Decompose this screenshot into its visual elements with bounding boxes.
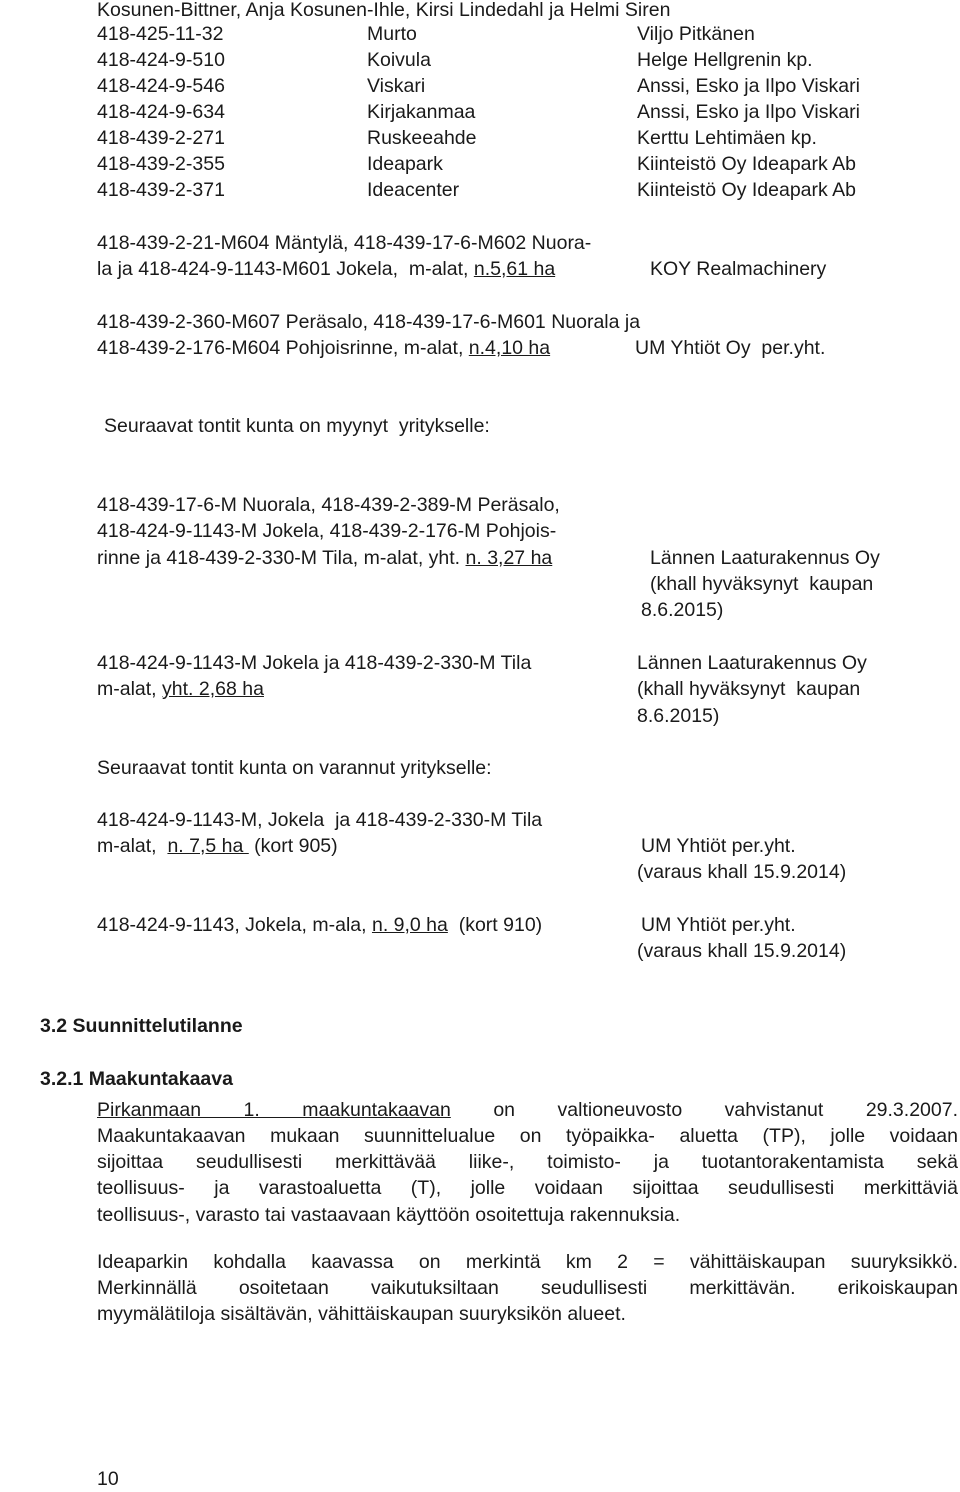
sold-lot-description: 418-439-17-6-M Nuorala, 418-439-2-389-M Peräsalo, bbox=[97, 494, 560, 516]
lot-text: (kort 905) bbox=[248, 835, 338, 857]
property-owner: Helge Hellgrenin kp. bbox=[637, 49, 813, 71]
lot-description bbox=[97, 335, 550, 361]
property-owner: Anssi, Esko ja Ilpo Viskari bbox=[637, 101, 860, 123]
reservation-holder: UM Yhtiöt per.yht. bbox=[641, 835, 796, 857]
property-owner: Kiinteistö Oy Ideapark Ab bbox=[637, 179, 856, 201]
lot-area: n. 9,0 ha bbox=[371, 914, 448, 936]
lot-text: (kort 910) bbox=[447, 914, 543, 936]
paragraph-text: on valtioneuvosto vahvistanut 29.3.2007. bbox=[450, 1099, 958, 1121]
lot-owner: UM Yhtiöt Oy per.yht. bbox=[635, 337, 826, 359]
lot-text: m-alat, bbox=[97, 835, 168, 857]
property-owner: Anssi, Esko ja Ilpo Viskari bbox=[637, 75, 860, 97]
sold-lot-description: 418-424-9-1143-M Jokela ja 418-439-2-330-M Tila bbox=[97, 652, 532, 674]
buyer-note: (khall hyväksynyt kaupan bbox=[637, 678, 861, 700]
buyer-note: (khall hyväksynyt kaupan bbox=[650, 573, 874, 595]
reserved-lot-description bbox=[97, 833, 338, 859]
property-id: 418-439-2-355 bbox=[97, 153, 225, 175]
property-name: Viskari bbox=[367, 75, 426, 97]
paragraph-line: Maakuntakaavan mukaan suunnittelualue on työpaikka- aluetta (TP), jolle voidaan bbox=[97, 1125, 958, 1147]
property-id: 418-424-9-634 bbox=[97, 101, 225, 123]
property-name: Ideacenter bbox=[367, 179, 460, 201]
property-id: 418-424-9-510 bbox=[97, 49, 225, 71]
subsection-heading: 3.2.1 Maakuntakaava bbox=[40, 1068, 233, 1090]
lot-description: 418-439-2-21-M604 Mäntylä, 418-439-17-6-M602 Nuora- bbox=[97, 232, 592, 254]
paragraph-line: Ideaparkin kohdalla kaavassa on merkintä km 2 = vähittäiskaupan suuryksikkö. bbox=[97, 1251, 958, 1273]
lot-owner: KOY Realmachinery bbox=[650, 258, 827, 280]
lot-area: n. 7,5 ha bbox=[167, 835, 249, 857]
lot-area: n.4,10 ha bbox=[468, 337, 551, 359]
sold-lot-description: 418-424-9-1143-M Jokela, 418-439-2-176-M Pohjois- bbox=[97, 520, 557, 542]
lot-description: 418-439-2-360-M607 Peräsalo, 418-439-17-6-M601 Nuorala ja bbox=[97, 311, 641, 333]
page-number: 10 bbox=[97, 1468, 119, 1490]
buyer-note: 8.6.2015) bbox=[637, 705, 720, 727]
paragraph-line: teollisuus- ja varastoaluetta (T), jolle voidaan sijoittaa seudullisesti merkittäviä bbox=[97, 1177, 958, 1199]
lot-area: n. 3,27 ha bbox=[465, 547, 553, 569]
lot-area: n.5,61 ha bbox=[473, 258, 556, 280]
reservation-note: (varaus khall 15.9.2014) bbox=[637, 940, 847, 962]
lot-text: rinne ja 418-439-2-330-M Tila, m-alat, yht. bbox=[97, 547, 466, 569]
paragraph-line: myymälätiloja sisältävän, vähittäiskaupan suuryksikön alueet. bbox=[97, 1303, 626, 1325]
buyer: Lännen Laaturakennus Oy bbox=[650, 547, 880, 569]
sold-lot-description bbox=[97, 676, 264, 702]
owner-line-top: Kosunen-Bittner, Anja Kosunen-Ihle, Kirsi Lindedahl ja Helmi Siren bbox=[97, 0, 671, 21]
lot-description bbox=[97, 256, 555, 282]
paragraph-line: sijoittaa seudullisesti merkittävää liike-, toimisto- ja tuotantorakentamista sekä bbox=[97, 1151, 958, 1173]
property-owner: Viljo Pitkänen bbox=[637, 23, 755, 45]
section-heading: 3.2 Suunnittelutilanne bbox=[40, 1015, 243, 1037]
property-id: 418-424-9-546 bbox=[97, 75, 225, 97]
property-owner: Kiinteistö Oy Ideapark Ab bbox=[637, 153, 856, 175]
property-name: Koivula bbox=[367, 49, 431, 71]
lot-text: 418-424-9-1143, Jokela, m-ala, bbox=[97, 914, 372, 936]
reserved-heading: Seuraavat tontit kunta on varannut yritykselle: bbox=[97, 757, 492, 779]
property-owner: Kerttu Lehtimäen kp. bbox=[637, 127, 817, 149]
property-id: 418-439-2-371 bbox=[97, 179, 225, 201]
lot-text: 418-439-2-176-M604 Pohjoisrinne, m-alat, bbox=[97, 337, 469, 359]
sold-heading: Seuraavat tontit kunta on myynyt yritykselle: bbox=[104, 415, 490, 437]
paragraph-line: Merkinnällä osoitetaan vaikutuksiltaan seudullisesti merkittävän. erikoiskaupan bbox=[97, 1277, 958, 1299]
reservation-note: (varaus khall 15.9.2014) bbox=[637, 861, 847, 883]
property-name: Murto bbox=[367, 23, 417, 45]
property-name: Ideapark bbox=[367, 153, 443, 175]
reservation-holder: UM Yhtiöt per.yht. bbox=[641, 914, 796, 936]
plan-reference: Pirkanmaan 1. maakuntakaavan bbox=[97, 1099, 451, 1121]
lot-text: la ja 418-424-9-1143-M601 Jokela, m-alat, bbox=[97, 258, 474, 280]
lot-area: yht. 2,68 ha bbox=[162, 678, 264, 700]
reserved-lot-description bbox=[97, 912, 542, 938]
property-name: Ruskeeahde bbox=[367, 127, 477, 149]
property-id: 418-425-11-32 bbox=[97, 23, 224, 45]
paragraph-line bbox=[97, 1097, 958, 1123]
reserved-lot-description: 418-424-9-1143-M, Jokela ja 418-439-2-330-M Tila bbox=[97, 809, 543, 831]
sold-lot-description bbox=[97, 545, 552, 571]
paragraph-line: teollisuus-, varasto tai vastaavaan käyttöön osoitettuja rakennuksia. bbox=[97, 1204, 681, 1226]
buyer-note: 8.6.2015) bbox=[641, 599, 724, 621]
lot-text: m-alat, bbox=[97, 678, 163, 700]
property-name: Kirjakanmaa bbox=[367, 101, 476, 123]
buyer: Lännen Laaturakennus Oy bbox=[637, 652, 867, 674]
property-id: 418-439-2-271 bbox=[97, 127, 225, 149]
